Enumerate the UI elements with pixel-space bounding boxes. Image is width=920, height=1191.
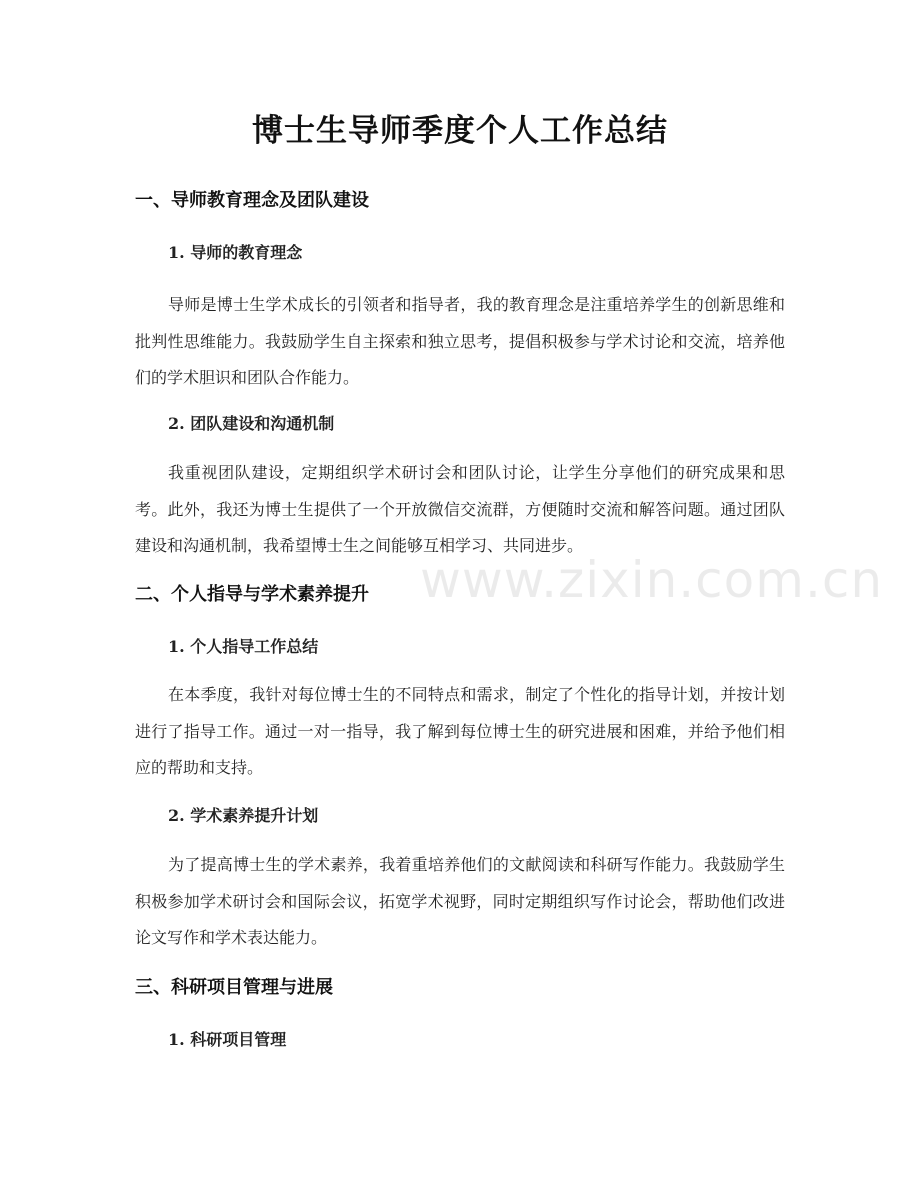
watermark: www.zixin.com.cn [420,551,884,609]
paragraph-1-2: 我重视团队建设，定期组织学术研讨会和团队讨论，让学生分享他们的研究成果和思考。此外，我还为博士生提供了一个开放微信交流群，方便随时交流和解答问题。通过团队建设和沟通机制，我希望博士生之间能够互相学习、共同进步。 [135,463,785,555]
subsection-heading-2-1: 1. 个人指导工作总结 [168,637,319,656]
paragraph-2-1: 在本季度，我针对每位博士生的不同特点和需求，制定了个性化的指导计划，并按计划进行了指导工作。通过一对一指导，我了解到每位博士生的研究进展和困难，并给予他们相应的帮助和支持。 [135,685,785,777]
subsection-heading-1-2: 2. 团队建设和沟通机制 [168,414,335,433]
section-heading-3: 三、科研项目管理与进展 [135,977,333,998]
document-title: 博士生导师季度个人工作总结 [252,113,668,149]
section-heading-1: 一、导师教育理念及团队建设 [135,190,369,211]
subsection-heading-3-1: 1. 科研项目管理 [168,1030,287,1049]
paragraph-2-2: 为了提高博士生的学术素养，我着重培养他们的文献阅读和科研写作能力。我鼓励学生积极参加学术研讨会和国际会议，拓宽学术视野，同时定期组织写作讨论会，帮助他们改进论文写作和学术表达能力。 [135,855,785,947]
section-heading-2: 二、个人指导与学术素养提升 [135,584,369,605]
subsection-heading-2-2: 2. 学术素养提升计划 [168,806,319,825]
subsection-heading-1-1: 1. 导师的教育理念 [168,243,303,262]
paragraph-1-1: 导师是博士生学术成长的引领者和指导者，我的教育理念是注重培养学生的创新思维和批判性思维能力。我鼓励学生自主探索和独立思考，提倡积极参与学术讨论和交流，培养他们的学术胆识和团队合作能力。 [135,295,785,387]
